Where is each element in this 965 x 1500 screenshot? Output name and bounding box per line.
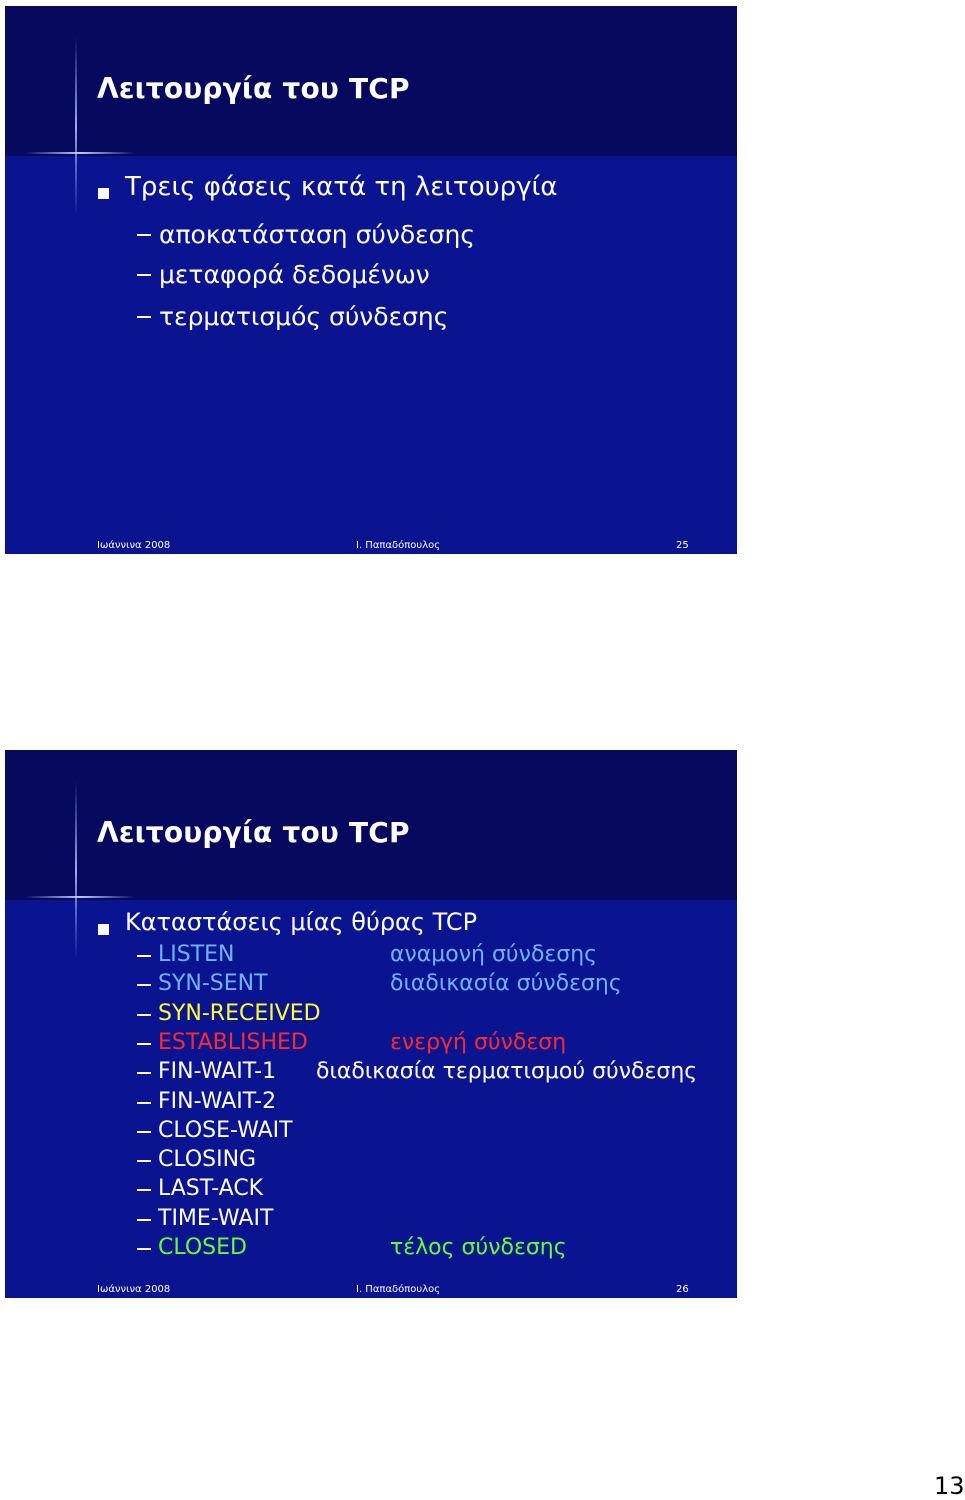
slide-title: Λειτουργία του TCP — [97, 816, 410, 849]
square-bullet-icon — [98, 188, 109, 199]
state-name: FIN-WAIT-2 — [158, 1088, 277, 1114]
state-description: τέλος σύνδεσης — [390, 1235, 567, 1260]
dash-icon — [137, 1072, 151, 1074]
subitem: μεταφορά δεδομένων — [159, 260, 430, 289]
state-name: LISTEN — [158, 942, 235, 967]
state-name: LAST-ACK — [158, 1176, 264, 1202]
bullet-text: Καταστάσεις μίας θύρας TCP — [125, 908, 478, 936]
dash-icon — [137, 1131, 151, 1133]
decorative-horizontal-line — [25, 896, 135, 898]
bullet-text: Τρεις φάσεις κατά τη λειτουργία — [125, 172, 558, 202]
dash-icon — [137, 1160, 151, 1162]
state-description: διαδικασία σύνδεσης — [390, 971, 622, 997]
dash-icon — [137, 1189, 151, 1191]
subitem: τερματισμός σύνδεσης — [159, 302, 449, 331]
state-description: διαδικασία τερματισμού σύνδεσης — [316, 1059, 698, 1085]
slide-title: Λειτουργία του TCP — [97, 72, 410, 105]
state-name: TIME-WAIT — [158, 1205, 274, 1231]
footer-slide-number: 26 — [676, 1284, 689, 1295]
state-description: ενεργή σύνδεση — [390, 1029, 567, 1055]
footer-center: Ι. Παπαδόπουλος — [356, 1284, 441, 1295]
dash-icon — [137, 1014, 151, 1016]
dash-icon — [137, 234, 151, 236]
footer-left: Ιωάννινα 2008 — [97, 540, 171, 551]
state-name: FIN-WAIT-1 — [158, 1059, 277, 1085]
decorative-vertical-line — [75, 780, 77, 960]
state-name: CLOSE-WAIT — [158, 1117, 293, 1143]
footer-left: Ιωάννινα 2008 — [97, 1284, 171, 1295]
state-name: CLOSED — [158, 1235, 247, 1260]
square-bullet-icon — [98, 924, 109, 935]
dash-icon — [137, 984, 151, 986]
dash-icon — [137, 1219, 151, 1221]
decorative-horizontal-line — [25, 152, 135, 154]
state-name: SYN-SENT — [158, 971, 268, 997]
dash-icon — [137, 274, 151, 276]
state-name: SYN-RECEIVED — [158, 1000, 321, 1026]
slide-25 — [5, 6, 737, 554]
page-number: 13 — [934, 1472, 965, 1500]
dash-icon — [137, 955, 151, 957]
footer-slide-number: 25 — [676, 540, 689, 551]
decorative-vertical-line — [75, 36, 77, 216]
footer-center: Ι. Παπαδόπουλος — [356, 540, 441, 551]
dash-icon — [137, 316, 151, 318]
state-name: ESTABLISHED — [158, 1029, 308, 1055]
state-name: CLOSING — [158, 1147, 257, 1173]
state-description: αναμονή σύνδεσης — [390, 942, 598, 967]
dash-icon — [137, 1043, 151, 1045]
subitem: αποκατάσταση σύνδεσης — [159, 220, 476, 249]
dash-icon — [137, 1248, 151, 1250]
dash-icon — [137, 1102, 151, 1104]
slide-26 — [5, 750, 737, 1298]
